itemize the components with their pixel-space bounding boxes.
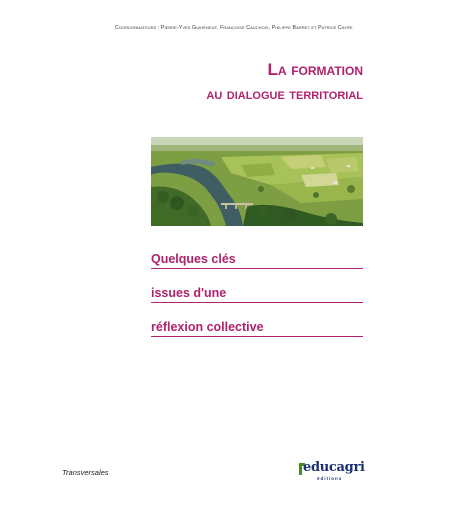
publisher-logo-sub: éditions (317, 476, 343, 481)
key-phrase-3: réflexion collective (151, 320, 264, 334)
publisher-logo (299, 460, 365, 485)
series-name: Transversales (62, 468, 109, 477)
key-phrase-1: Quelques clés (151, 252, 236, 266)
cover-photo-river-valley (151, 137, 363, 226)
title-line-2: au dialogue territorial (206, 86, 363, 103)
coordinators-line: Coordonnateurs : Pierre-Yves Guihéneuf, Françoise Cauchoix, Philippe Barret et Patrice Cayre (115, 25, 353, 31)
key-underline-3 (151, 336, 363, 337)
publisher-logo-word: educagri (303, 460, 365, 475)
key-underline-2 (151, 302, 363, 303)
landscape-image (151, 137, 363, 226)
title-line-1: La formation (267, 60, 363, 79)
key-phrase-2: issues d'une (151, 286, 227, 300)
key-underline-1 (151, 268, 363, 269)
